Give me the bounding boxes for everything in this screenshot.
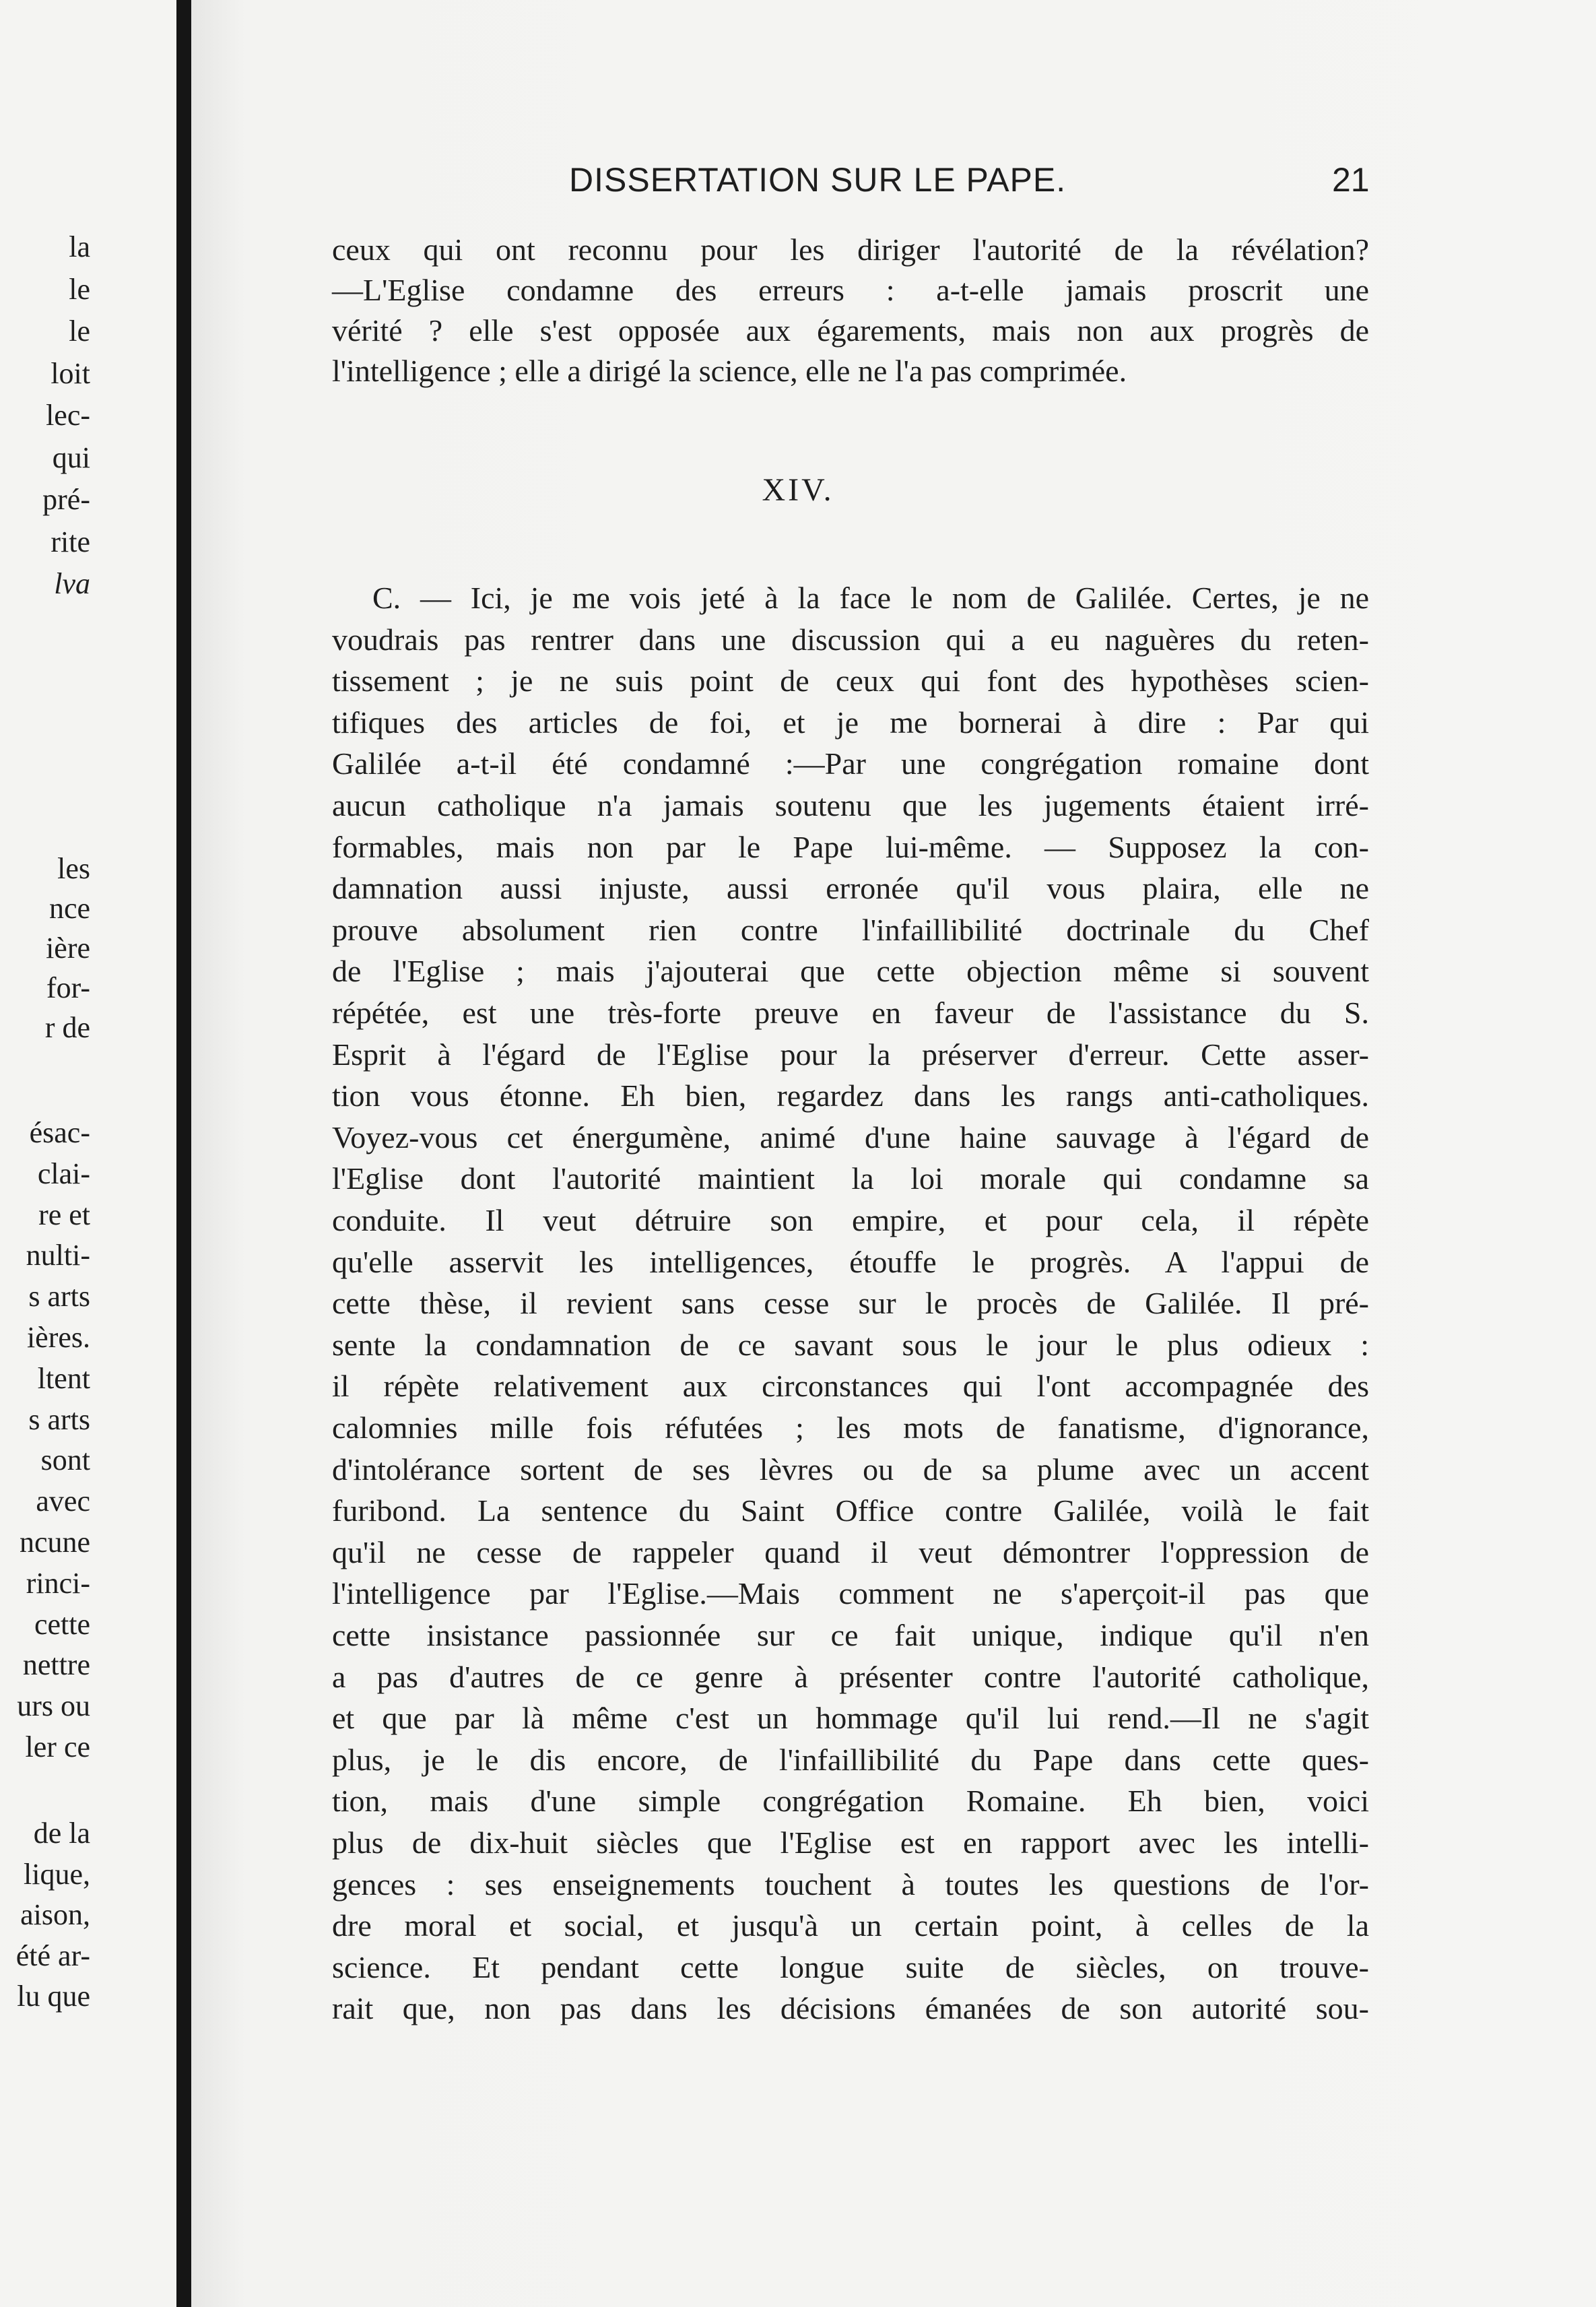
left-page-fragment: nulti- [26, 1239, 90, 1272]
left-page-fragment: re et [38, 1198, 90, 1231]
left-page-fragment: les [57, 852, 90, 885]
left-page-fragment: loit [51, 357, 90, 390]
text-line: dre moral et social, et jusqu'à un certain point, à celles de la [332, 1908, 1369, 1943]
page-number: 21 [1332, 161, 1370, 199]
left-page-fragment: rinci- [26, 1567, 90, 1600]
left-page-fragment: pré- [42, 483, 90, 516]
left-page-fragment: for- [46, 971, 90, 1004]
running-head: DISSERTATION SUR LE PAPE. [569, 161, 1067, 199]
left-page-fragment: lva [54, 567, 90, 600]
text-line: Voyez-vous cet énergumène, animé d'une haine sauvage à l'égard de [332, 1120, 1369, 1155]
left-page-fragment: clai- [37, 1157, 90, 1190]
text-line: vérité ? elle s'est opposée aux égarements, mais non aux progrès de [332, 313, 1369, 348]
left-page-fragment: nettre [22, 1648, 90, 1681]
section-heading: XIV. [762, 472, 834, 508]
text-line: conduite. Il veut détruire son empire, et pour cela, il répète [332, 1203, 1369, 1237]
gutter-shadow [176, 0, 191, 2307]
left-page-fragment: sont [40, 1443, 90, 1476]
text-line: et que par là même c'est un hommage qu'il lui rend.—Il ne s'agit [332, 1701, 1369, 1735]
text-line: calomnies mille fois réfutées ; les mots de fanatisme, d'ignorance, [332, 1410, 1369, 1445]
text-line: plus, je le dis encore, de l'infaillibilité du Pape dans cette ques- [332, 1743, 1369, 1777]
text-line: il répète relativement aux circonstances qui l'ont accompagnée des [332, 1369, 1369, 1403]
left-page-fragment: nce [48, 892, 90, 925]
left-page-fragment: avec [36, 1485, 90, 1518]
left-page-fragment: aison, [20, 1898, 90, 1931]
text-line: damnation aussi injuste, aussi erronée qu'il vous plaira, elle ne [332, 871, 1369, 905]
text-line: qu'elle asservit les intelligences, étouffe le progrès. A l'appui de [332, 1245, 1369, 1279]
text-line: furibond. La sentence du Saint Office contre Galilée, voilà le fait [332, 1493, 1369, 1528]
left-page-fragment: le [69, 315, 90, 348]
text-line: l'intelligence par l'Eglise.—Mais comment ne s'aperçoit-il pas que [332, 1576, 1369, 1611]
text-line: Esprit à l'égard de l'Eglise pour la préserver d'erreur. Cette asser- [332, 1037, 1369, 1072]
left-page-fragment: rite [51, 525, 90, 558]
text-line: Galilée a-t-il été condamné :—Par une congrégation romaine dont [332, 746, 1369, 781]
left-page-fragment: s arts [28, 1280, 90, 1313]
text-line: formables, mais non par le Pape lui-même. — Supposez la con- [332, 830, 1369, 864]
left-page-fragment: lique, [24, 1858, 90, 1891]
text-line: sente la condamnation de ce savant sous le jour le plus odieux : [332, 1328, 1369, 1362]
left-page-fragment: cette [34, 1608, 90, 1641]
text-line: a pas d'autres de ce genre à présenter contre l'autorité catholique, [332, 1660, 1369, 1694]
left-page-edge [0, 0, 176, 2307]
text-line: aucun catholique n'a jamais soutenu que les jugements étaient irré- [332, 788, 1369, 822]
left-page-fragment: la [69, 230, 90, 263]
text-line: voudrais pas rentrer dans une discussion qui a eu naguères du reten- [332, 622, 1369, 657]
text-line: science. Et pendant cette longue suite de siècles, on trouve- [332, 1950, 1369, 1984]
text-line: tion vous étonne. Eh bien, regardez dans les rangs anti-catholiques. [332, 1078, 1369, 1113]
left-page-fragment: lec- [46, 399, 90, 432]
text-line: plus de dix-huit siècles que l'Eglise est en rapport avec les intelli- [332, 1825, 1369, 1860]
left-page-fragment: ncune [19, 1526, 90, 1559]
text-line: cette thèse, il revient sans cesse sur le procès de Galilée. Il pré- [332, 1286, 1369, 1320]
left-page-fragment: qui [52, 441, 90, 474]
left-page-fragment: r de [44, 1011, 90, 1044]
text-line: ceux qui ont reconnu pour les diriger l'autorité de la révélation? [332, 232, 1369, 267]
text-line: cette insistance passionnée sur ce fait unique, indique qu'il n'en [332, 1618, 1369, 1652]
left-page-fragment: ltent [37, 1362, 90, 1395]
text-line: tion, mais d'une simple congrégation Romaine. Eh bien, voici [332, 1784, 1369, 1818]
left-page-fragment: le [69, 273, 90, 306]
text-line: de l'Eglise ; mais j'ajouterai que cette objection même si souvent [332, 954, 1369, 988]
text-line: l'intelligence ; elle a dirigé la science, elle ne l'a pas comprimée. [332, 354, 1127, 388]
text-line: C. — Ici, je me vois jeté à la face le nom de Galilée. Certes, je ne [372, 581, 1369, 615]
left-page-fragment: s arts [28, 1403, 90, 1436]
left-page-fragment: lu que [17, 1980, 90, 2013]
left-page-fragment: été ar- [15, 1939, 90, 1972]
left-page-fragment: ière [46, 932, 90, 965]
left-page-fragment: ières. [26, 1321, 90, 1354]
text-line: tifiques des articles de foi, et je me bornerai à dire : Par qui [332, 705, 1369, 740]
left-page-fragment: de la [33, 1817, 90, 1850]
text-line: d'intolérance sortent de ses lèvres ou de sa plume avec un accent [332, 1452, 1369, 1487]
left-page-fragment: ler ce [25, 1730, 90, 1763]
text-line: qu'il ne cesse de rappeler quand il veut démontrer l'oppression de [332, 1535, 1369, 1569]
text-line: tissement ; je ne suis point de ceux qui font des hypothèses scien- [332, 663, 1369, 698]
text-line: gences : ses enseignements touchent à toutes les questions de l'or- [332, 1867, 1369, 1902]
text-line: répétée, est une très-forte preuve en faveur de l'assistance du S. [332, 996, 1369, 1030]
left-page-fragment: ésac- [29, 1116, 90, 1149]
text-line: —L'Eglise condamne des erreurs : a-t-elle jamais proscrit une [332, 273, 1369, 307]
text-line: l'Eglise dont l'autorité maintient la loi morale qui condamne sa [332, 1161, 1369, 1196]
text-line: rait que, non pas dans les décisions émanées de son autorité sou- [332, 1991, 1369, 2025]
text-line: prouve absolument rien contre l'infaillibilité doctrinale du Chef [332, 913, 1369, 947]
left-page-fragment: urs ou [17, 1689, 90, 1722]
